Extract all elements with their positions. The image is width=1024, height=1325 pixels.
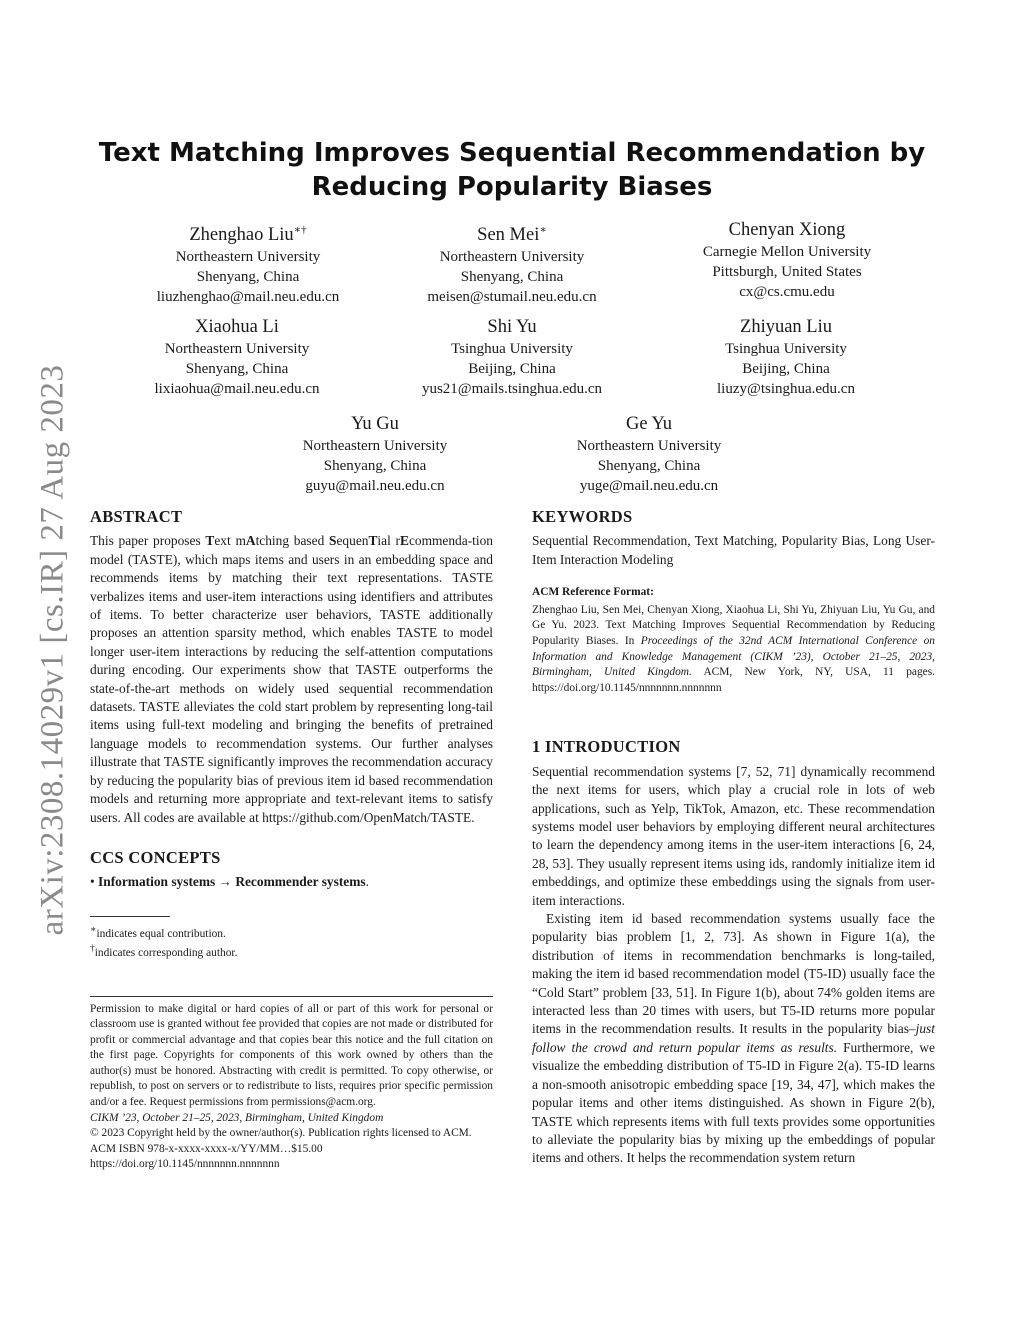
author-affiliation: Northeastern University xyxy=(439,249,585,266)
author-name: Ge Yu xyxy=(625,414,673,434)
author-email: meisen@stumail.neu.edu.cn xyxy=(427,289,597,306)
author-location: Shenyang, China xyxy=(460,269,564,286)
author-name: Sen Mei xyxy=(477,225,540,246)
author-marks: ∗† xyxy=(293,224,307,236)
permission-block xyxy=(90,1002,493,1174)
author-affiliation: Northeastern University xyxy=(302,438,448,454)
author-name: Shi Yu xyxy=(487,317,537,337)
keywords-heading: KEYWORDS xyxy=(532,507,633,526)
keywords-text: Sequential Recommendation, Text Matching, Popularity Bias, Long User-Item Interaction Modeling xyxy=(532,533,935,567)
author-affiliation: Northeastern University xyxy=(164,341,310,357)
author-name: Chenyan Xiong xyxy=(728,220,846,240)
author-email: liuzy@tsinghua.edu.cn xyxy=(717,381,855,397)
footnote-rule xyxy=(90,916,170,917)
author-affiliation: Carnegie Mellon University xyxy=(702,244,872,260)
author-block xyxy=(382,219,642,307)
author-affiliation: Tsinghua University xyxy=(451,341,573,357)
acm-ref-authors: Zhenghao Liu, Sen Mei, Chenyan Xiong, Xiaohua Li, Shi Yu, Zhiyuan Liu, Yu Gu, and Ge Yu. 2023. Text Matching Improves Sequential Recommendation by Reducing Popularity Biases. In xyxy=(532,603,935,647)
right-column xyxy=(532,508,935,1168)
author-location: Beijing, China xyxy=(468,361,556,377)
title-line-2: Reducing Popularity Biases xyxy=(311,172,713,202)
acm-ref-heading: ACM Reference Format: xyxy=(532,586,654,599)
acm-ref-tail: ACM, New York, NY, USA, 11 pages. https://doi.org/10.1145/nnnnnnn.nnnnnnn xyxy=(532,666,935,694)
author-name: Xiaohua Li xyxy=(195,317,279,337)
author-email: yus21@mails.tsinghua.edu.cn xyxy=(421,381,603,397)
paper-title xyxy=(90,136,934,204)
author-name: Zhiyuan Liu xyxy=(740,317,832,337)
conference-venue: CIKM ’23, October 21–25, 2023, Birmingham, United Kingdom xyxy=(90,1111,384,1124)
author-block xyxy=(656,316,916,399)
author-block xyxy=(657,219,917,302)
author-affiliation: Tsinghua University xyxy=(725,341,847,357)
author-email: liuzhenghao@mail.neu.edu.cn xyxy=(156,289,340,306)
author-location: Shenyang, China xyxy=(185,361,289,377)
arxiv-stamp xyxy=(28,360,78,940)
footnote-item: ∗indicates equal contribution. xyxy=(90,924,226,940)
author-marks: ∗ xyxy=(539,224,547,236)
author-name: Yu Gu xyxy=(351,414,399,434)
abstract-heading: ABSTRACT xyxy=(90,507,183,526)
author-location: Shenyang, China xyxy=(597,458,701,474)
intro-paragraph-1: Sequential recommendation systems [7, 52, 71] dynamically recommend the next items for users, which play a crucial role in lots of web applications, such as Yelp, TikTok, Amazon, etc. These recommendation systems model user behaviors by employing different neural architectures to learn the dependency among items in the user-item interactions [6, 24, 28, 53]. They usually represent items using ids, randomly initialize item id embeddings, and optimize these embeddings using the signals from user-item interactions. xyxy=(532,763,935,908)
author-name: Zhenghao Liu xyxy=(189,225,294,246)
ccs-heading: CCS CONCEPTS xyxy=(90,847,221,867)
left-column xyxy=(90,508,493,1173)
author-block xyxy=(382,316,642,399)
acm-reference xyxy=(532,585,935,696)
footnotes xyxy=(90,923,493,962)
arxiv-stamp-text: arXiv:2308.14029v1 [cs.IR] 27 Aug 2023 xyxy=(34,364,71,936)
author-location: Pittsburgh, United States xyxy=(712,264,862,280)
acm-ref-proceedings: Proceedings of the 32nd ACM International Conference on Information and Knowledge Management (CIKM ’23), October 21–25, 2023, Birmingham, United Kingdom. xyxy=(532,635,935,679)
author-email: yuge@mail.neu.edu.cn xyxy=(579,478,719,494)
author-email: lixiaohua@mail.neu.edu.cn xyxy=(154,381,320,397)
ccs-concepts: • Information systems → Recommender systems. xyxy=(90,874,369,890)
author-location: Shenyang, China xyxy=(323,458,427,474)
isbn-line: ACM ISBN 978-x-xxxx-xxxx-x/YY/MM…$15.00 xyxy=(90,1142,323,1155)
permission-rule xyxy=(90,996,493,997)
footnote-item: †indicates corresponding author. xyxy=(90,944,238,959)
author-block xyxy=(519,413,779,496)
permission-text: Permission to make digital or hard copies of all or part of this work for personal or classroom use is granted without fee provided that copies are not made or distributed for profit or commercial advantage and that copies bear this notice and the full citation on the first page. Copyrights for components of this work owned by others than the author(s) must be honored. Abstracting with credit is permitted. To copy otherwise, or republish, to post on servers or to redistribute to lists, requires prior specific permission and/or a fee. Request permissions from permissions@acm.org. xyxy=(90,1002,493,1109)
copyright-line: © 2023 Copyright held by the owner/author(s). Publication rights licensed to ACM. xyxy=(90,1127,472,1140)
author-email: guyu@mail.neu.edu.cn xyxy=(305,478,445,494)
author-block xyxy=(118,219,378,307)
author-location: Beijing, China xyxy=(742,361,830,377)
author-location: Shenyang, China xyxy=(196,269,300,286)
abstract-text: This paper proposes Text mAtching based SequenTial rEcommenda-tion model (TASTE), which maps items and users in an embedding space and recommends items by matching their text representations. TASTE verbalizes items and user-item interactions using identifiers and attributes of items. To better characterize user behaviors, TASTE additionally proposes an attention sparsity method, which enables TASTE to model longer user-item interactions by reducing the self-attention computations during encoding. Our experiments show that TASTE outperforms the state-of-the-art methods on widely used sequential recommendation datasets. TASTE alleviates the cold start problem by representing long-tail items using full-text modeling and bringing the benefits of pretrained language models to recommendation systems. Our further analyses illustrate that TASTE significantly improves the recommendation accuracy by reducing the popularity bias of previous item id based recommendation models and returning more appropriate and text-relevant items to satisfy users. All codes are available at https://github.com/OpenMatch/TASTE. xyxy=(90,533,493,825)
author-email: cx@cs.cmu.edu xyxy=(739,284,835,300)
author-block xyxy=(245,413,505,496)
intro-paragraph-2: Existing item id based recommendation systems usually face the popularity bias problem [1, 2, 73]. As shown in Figure 1(a), the distribution of items in recommendation benchmarks is long-tailed, making the item id based recommendation model (T5-ID) usually face the “Cold Start” problem [33, 51]. In Figure 1(b), about 74% golden items are interacted less than 20 times with users, but T5-ID returns more popular items in the recommendation results. It results in the popularity bias–just follow the crowd and return popular items as results. Furthermore, we visualize the embedding distribution of T5-ID in Figure 2(a). T5-ID learns a non-smooth anisotropic embedding space [19, 34, 47], which makes the popular items and other items distinguished. As shown in Figure 2(b), TASTE which represents items with full texts provides some opportunities to alleviate the popularity bias by mixing up the embeddings of popular items and others. It helps the recommendation system return xyxy=(532,911,936,1166)
author-affiliation: Northeastern University xyxy=(576,438,722,454)
title-line-1: Text Matching Improves Sequential Recommendation by xyxy=(98,138,926,168)
author-affiliation: Northeastern University xyxy=(175,249,321,266)
introduction-heading: 1 INTRODUCTION xyxy=(532,737,681,757)
author-block xyxy=(107,316,367,399)
doi-link[interactable]: https://doi.org/10.1145/nnnnnnn.nnnnnnn xyxy=(90,1158,280,1171)
